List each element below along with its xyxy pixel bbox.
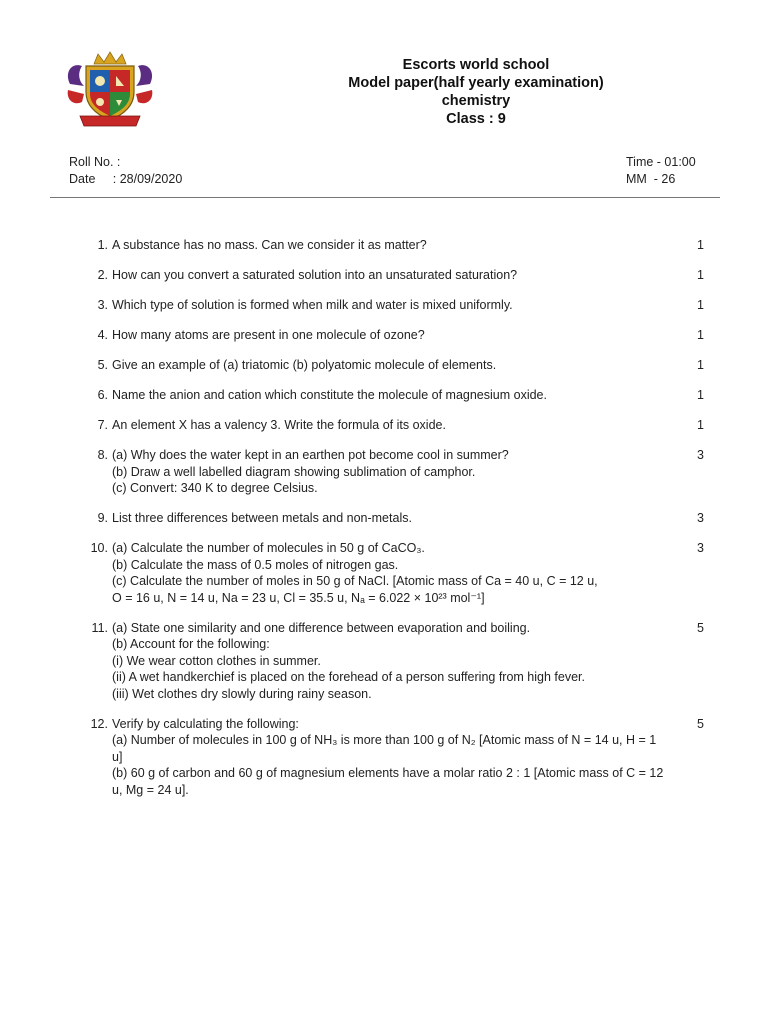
question-marks: 1 [697,358,704,372]
question-item [80,540,710,606]
school-logo [64,50,156,130]
question-text: (iii) Wet clothes dry slowly during rainy season. [112,686,372,701]
question-marks: 5 [697,620,704,635]
question-text: List three differences between metals and non-metals. [112,511,412,525]
question-number: 12. [90,716,108,731]
question-item [80,387,710,404]
question-number: 2. [97,268,108,282]
question-marks: 3 [697,448,704,462]
class-title: Class : 9 [446,111,506,127]
question-marks: 1 [697,418,704,432]
question-number: 3. [97,298,108,312]
question-text: u] [112,749,123,764]
question-item [80,510,710,527]
paper-title: Model paper(half yearly examination) [348,75,604,91]
question-number: 6. [97,388,108,402]
question-marks: 1 [697,328,704,342]
question-marks: 5 [697,716,704,731]
question-text: Name the anion and cation which constitute the molecule of magnesium oxide. [112,388,547,402]
question-marks: 3 [697,511,704,525]
time-label: Time - 01:00 [626,155,696,169]
question-number: 7. [97,418,108,432]
exam-meta [626,154,696,188]
question-number: 10. [90,541,108,555]
question-item [80,417,710,434]
question-text: (b) 60 g of carbon and 60 g of magnesium elements have a molar ratio 2 : 1 [Atomic mass of C = 12 [112,766,664,780]
question-text: (c) Convert: 340 K to degree Celsius. [112,481,318,495]
question-number: 1. [97,238,108,252]
question-number: 5. [97,358,108,372]
question-text: How many atoms are present in one molecule of ozone? [112,328,425,342]
question-item [80,447,710,497]
question-number: 4. [97,328,108,342]
question-item [80,327,710,344]
student-meta [69,154,182,188]
question-text: (b) Account for the following: [112,637,270,651]
question-text: (b) Calculate the mass of 0.5 moles of nitrogen gas. [112,557,399,572]
question-item [80,267,710,284]
date-label: Date : 28/09/2020 [69,172,183,186]
question-text: u, Mg = 24 u]. [112,782,189,797]
max-marks-label: MM - 26 [626,172,676,186]
question-number: 8. [97,448,108,462]
question-text: (a) Calculate the number of molecules in 50 g of CaCO₃. [112,541,425,555]
question-marks: 3 [697,541,704,555]
subject-title: chemistry [441,93,511,109]
question-text: A substance has no mass. Can we consider it as matter? [112,238,427,252]
question-text: (i) We wear cotton clothes in summer. [112,653,321,668]
question-text: How can you convert a saturated solution into an unsaturated saturation? [112,268,518,282]
question-item [80,357,710,374]
question-number: 9. [97,511,108,525]
question-item [80,237,710,254]
question-text: (b) Draw a well labelled diagram showing sublimation of camphor. [112,464,476,479]
question-text: Which type of solution is formed when milk and water is mixed uniformly. [112,298,513,312]
question-item [80,620,710,703]
question-text: (c) Calculate the number of moles in 50 g of NaCl. [Atomic mass of Ca = 40 u, C = 12 u, [112,574,598,588]
question-number: 11. [91,620,108,635]
question-text: Give an example of (a) triatomic (b) polyatomic molecule of elements. [112,358,497,372]
question-marks: 1 [697,388,704,402]
question-text: Verify by calculating the following: [112,716,299,731]
header-divider [50,197,720,198]
question-text: An element X has a valency 3. Write the formula of its oxide. [112,418,446,432]
school-crest-icon [64,50,156,130]
exam-header [296,56,656,128]
question-marks: 1 [697,268,704,282]
question-marks: 1 [697,298,704,312]
question-text: (ii) A wet handkerchief is placed on the forehead of a person suffering from high fever. [112,670,585,684]
question-text: (a) Number of molecules in 100 g of NH₃ is more than 100 g of N₂ [Atomic mass of N = 14 u, H = 1 [112,733,657,747]
question-marks: 1 [697,238,704,252]
question-item [80,716,710,799]
question-text: (a) Why does the water kept in an earthen pot become cool in summer? [112,448,509,462]
question-text: (a) State one similarity and one difference between evaporation and boiling. [112,620,531,635]
question-text: O = 16 u, N = 14 u, Na = 23 u, Cl = 35.5 u, Nₐ = 6.022 × 10²³ mol⁻¹] [112,590,485,605]
school-name: Escorts world school [402,57,550,73]
roll-number-label: Roll No. : [69,155,121,169]
question-item [80,297,710,314]
question-list [80,237,710,812]
